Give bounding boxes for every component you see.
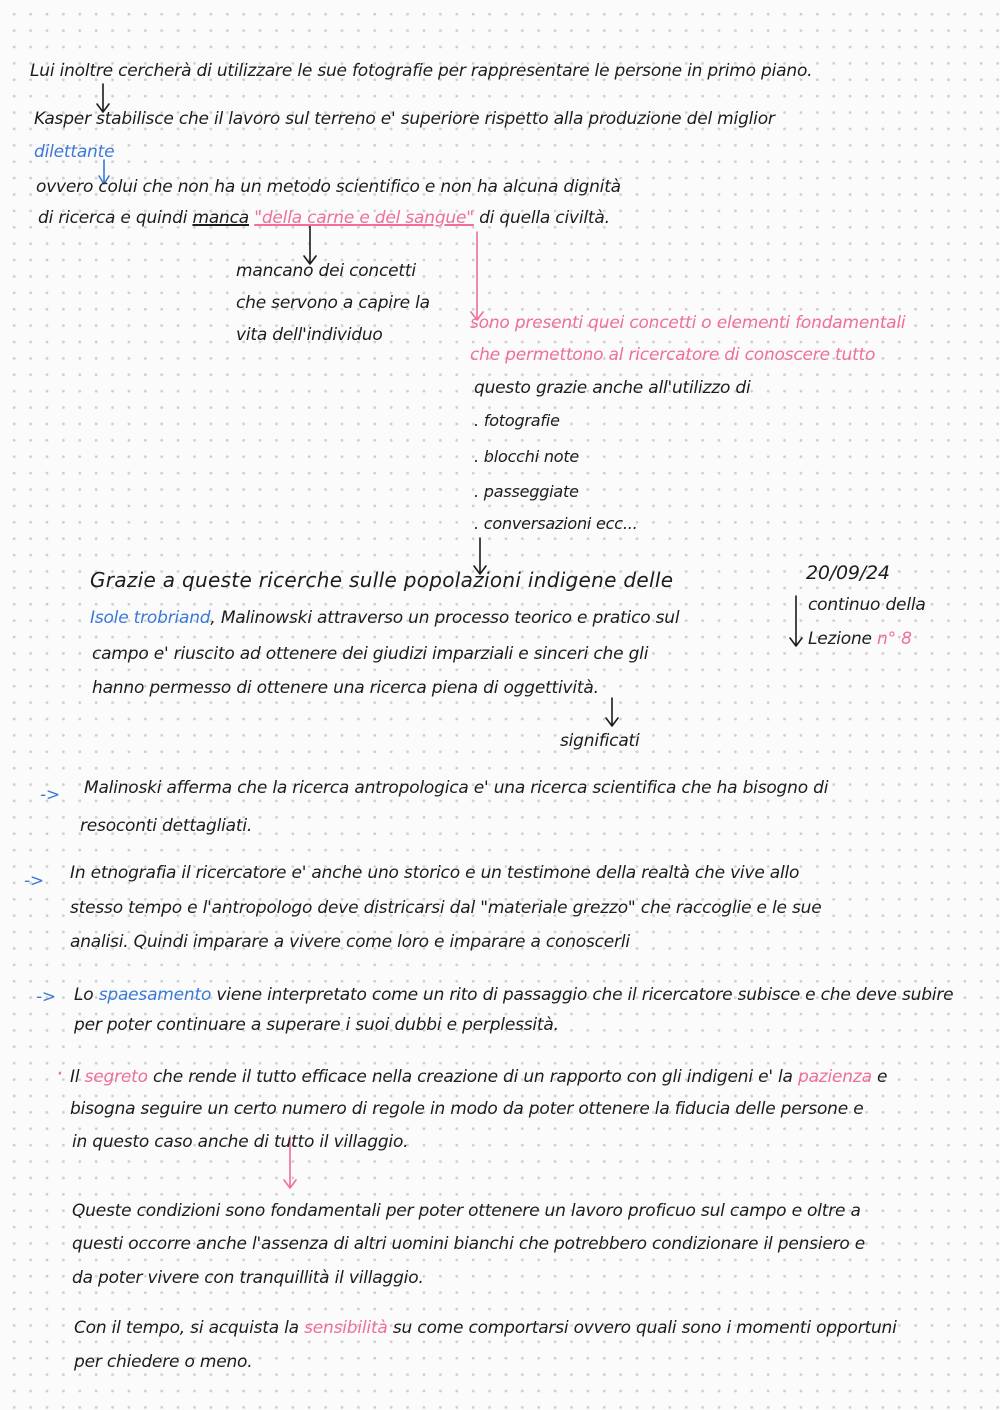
note-significati: significati (560, 731, 640, 751)
text-segment: Con il tempo, si acquista la (74, 1318, 299, 1338)
text-line (70, 1066, 887, 1088)
text-line: stesso tempo e l'antropologo deve districarsi dal "materiale grezzo" che raccoglie e le sue (70, 898, 822, 918)
text-line: bisogna seguire un certo numero di regole in modo da poter ottenere la fiducia delle persone e (70, 1099, 864, 1119)
significati-arrow (606, 698, 618, 726)
text-line (74, 984, 953, 1006)
dot-bullet: · (56, 1062, 63, 1087)
text-line: per poter continuare a superare i suoi dubbi e perplessità. (74, 1015, 559, 1035)
lesson-number: n° 8 (877, 629, 912, 649)
text-segment: , Malinowski attraverso un processo teorico e pratico sul (210, 608, 680, 628)
text-line: campo e' riuscito ad ottenere dei giudizi imparziali e sinceri che gli (92, 644, 649, 664)
manca-arrow (304, 225, 316, 264)
branch-right-line: questo grazie anche all'utilizzo di (474, 378, 751, 398)
term-spaesamento: spaesamento (98, 985, 212, 1005)
text-line: Queste condizioni sono fondamentali per poter ottenere un lavoro proficuo sul campo e oltre a (72, 1201, 861, 1221)
text-segment: Il (70, 1067, 80, 1087)
side-note-line: continuo della (808, 595, 926, 615)
continuo-arrow (790, 596, 802, 646)
text-line: in questo caso anche di tutto il villaggio. (72, 1132, 409, 1152)
arrow-bullet: -> (24, 871, 44, 891)
text-line: In etnografia il ricercatore e' anche uno storico e un testimone della realtà che vive allo (70, 863, 800, 883)
text-segment: e (877, 1067, 888, 1087)
text-line: hanno permesso di ottenere una ricerca piena di oggettività. (92, 678, 599, 698)
arrow-bullet: -> (40, 785, 60, 805)
text-line (74, 1317, 897, 1339)
text-segment: di quella civiltà. (479, 208, 610, 228)
lesson-date: 20/09/24 (806, 562, 890, 584)
text-line: Malinoski afferma che la ricerca antropologica e' una ricerca scientifica che ha bisogno di (84, 778, 829, 798)
text-segment: che rende il tutto efficace nella creazione di un rapporto con gli indigeni e' la (153, 1067, 793, 1087)
text-line: questi occorre anche l'assenza di altri uomini bianchi che potrebbero condizionare il pensiero e (72, 1234, 866, 1254)
branch-left-line: mancano dei concetti (236, 261, 416, 281)
text-line: resoconti dettagliati. (80, 816, 253, 836)
term-segreto: segreto (84, 1067, 148, 1087)
sangue-arrow (471, 232, 483, 320)
text-segment: viene interpretato come un rito di passaggio che il ricercatore subisce e che deve subire (216, 985, 954, 1005)
text-line: Kasper stabilisce che il lavoro sul terreno e' superiore rispetto alla produzione del miglior (34, 109, 775, 129)
text-line (90, 607, 679, 629)
text-line: ovvero colui che non ha un metodo scientifico e non ha alcuna dignità (36, 177, 621, 197)
quote-carne-sangue: "della carne e del sangue" (254, 208, 474, 228)
list-item: . blocchi note (474, 447, 580, 466)
text-line (38, 207, 610, 229)
branch-right-line: sono presenti quei concetti o elementi fondamentali (470, 313, 906, 333)
text-segment: Lo (74, 985, 94, 1005)
list-item: . conversazioni ecc... (474, 514, 638, 533)
term-dilettante: dilettante (34, 142, 115, 162)
list-item: . passeggiate (474, 482, 579, 501)
term-isole-trobriand: Isole trobriand (90, 608, 211, 628)
text-line: Grazie a queste ricerche sulle popolazioni indigene delle (90, 568, 674, 592)
term-pazienza: pazienza (797, 1067, 872, 1087)
branch-left-line: vita dell'individuo (236, 325, 383, 345)
text-line: da poter vivere con tranquillità il villaggio. (72, 1268, 424, 1288)
list-item: . fotografie (474, 411, 560, 430)
arrow-bullet: -> (36, 987, 56, 1007)
text-segment: di ricerca e quindi (38, 208, 188, 228)
text-line: analisi. Quindi imparare a vivere come loro e imparare a conoscerli (70, 932, 630, 952)
branch-right-line: che permettono al ricercatore di conoscere tutto (470, 345, 876, 365)
underlined-manca: manca (192, 208, 249, 228)
side-note-word: Lezione (808, 629, 872, 649)
branch-left-line: che servono a capire la (236, 293, 430, 313)
side-note-line (808, 628, 912, 650)
text-segment: su come comportarsi ovvero quali sono i momenti opportuni (392, 1318, 897, 1338)
term-sensibilita: sensibilità (304, 1318, 388, 1338)
text-line: per chiedere o meno. (74, 1352, 253, 1372)
text-line: Lui inoltre cercherà di utilizzare le sue fotografie per rappresentare le persone in primo piano. (30, 61, 813, 81)
